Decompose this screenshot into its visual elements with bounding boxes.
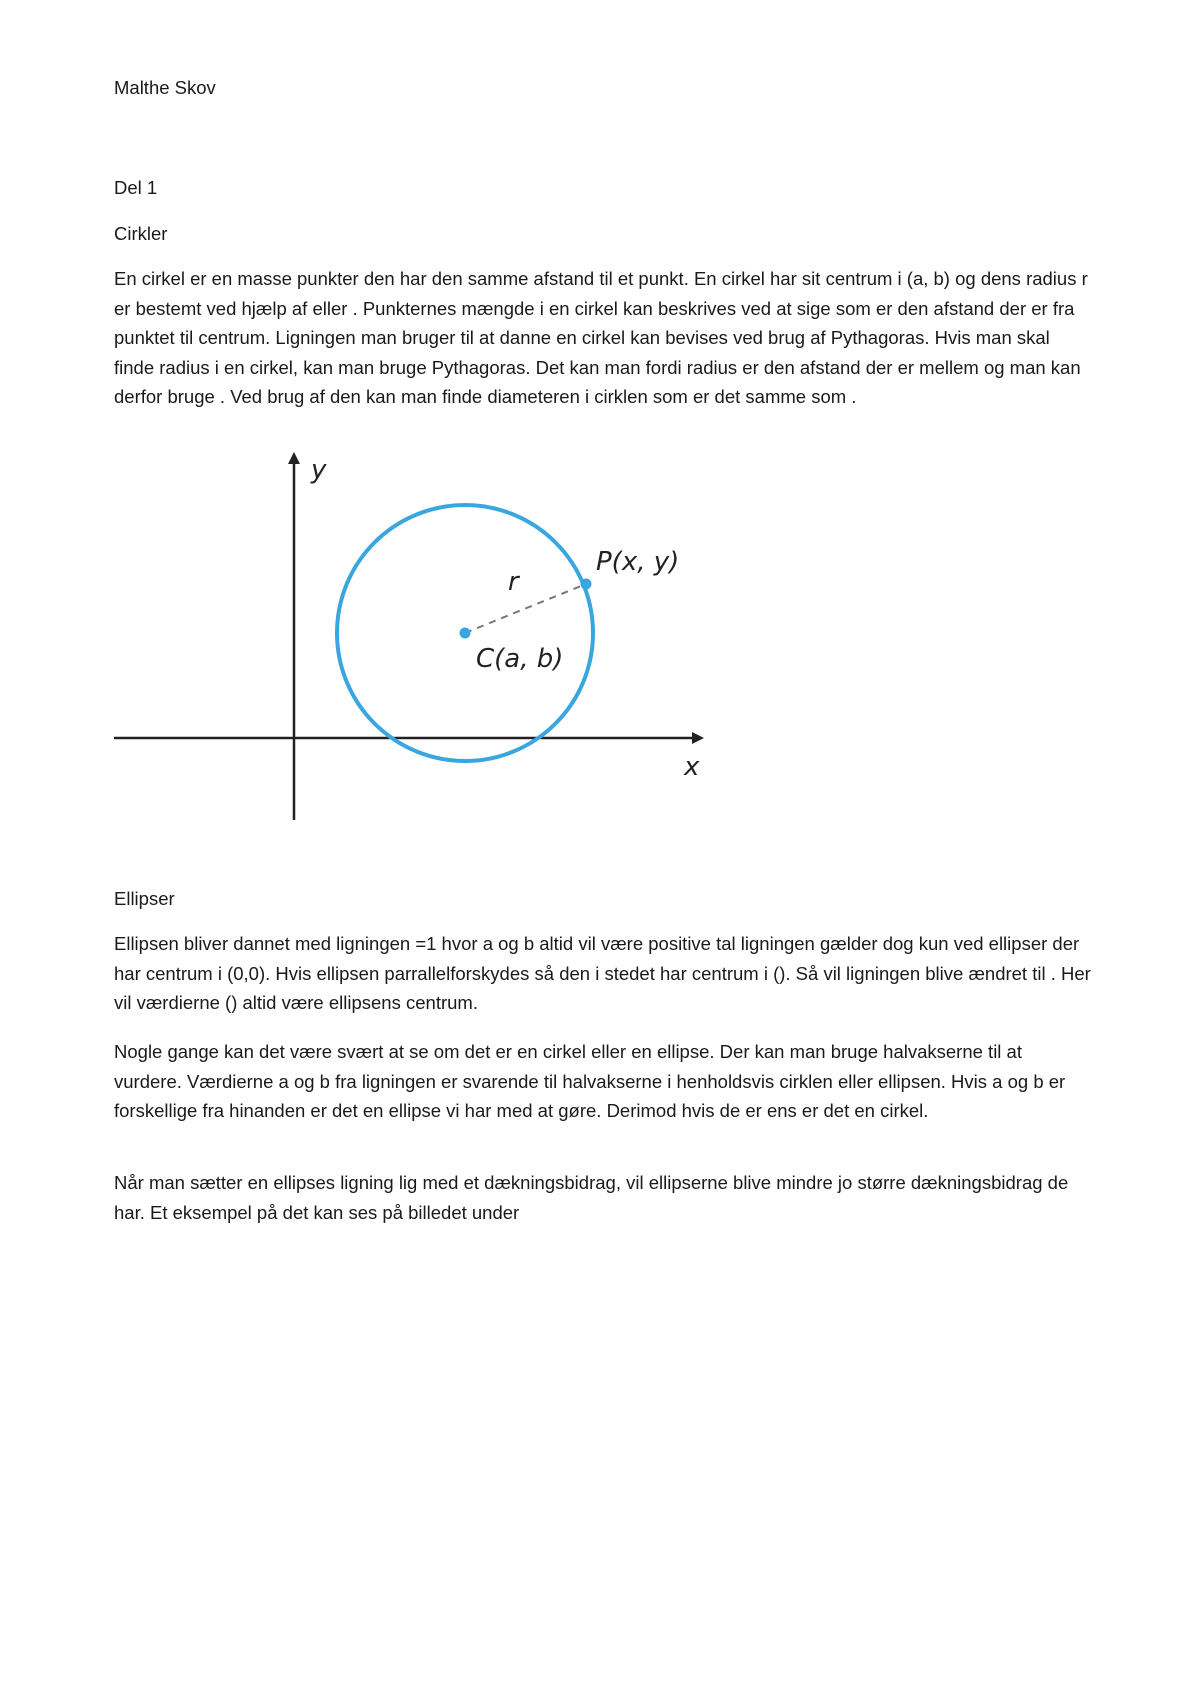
- author-name: Malthe Skov: [114, 77, 216, 98]
- ellipses-paragraph-2: Nogle gange kan det være svært at se om det er en cirkel eller en ellipse. Der kan man bruge halvakserne til at vurdere. Værdierne a og b fra ligningen er svarende til halvakserne i henholdsvis cirklen eller ellipsen. Hvis a og b er forskellige fra hinanden er det en ellipse vi har med at gøre. Derimod hvis de er ens er det en cirkel.: [114, 1041, 1066, 1121]
- center-point: [460, 628, 471, 639]
- radius-label: r: [508, 567, 519, 597]
- part-title: Del 1: [114, 177, 158, 198]
- ellipses-heading: Ellipser: [114, 888, 175, 909]
- circles-heading: Cirkler: [114, 223, 168, 244]
- center-label: C(a, b): [476, 644, 564, 674]
- ellipses-paragraph-3: Når man sætter en ellipses ligning lig med et dækningsbidrag, vil ellipserne blive mindre jo større dækningsbidrag de har. Et eksempel på det kan ses på billedet under: [114, 1172, 1069, 1223]
- circle-diagram: [108, 448, 708, 828]
- x-axis-label: x: [684, 752, 700, 782]
- circle-diagram-svg: [108, 448, 708, 828]
- ellipses-paragraph-1: Ellipsen bliver dannet med ligningen =1 hvor a og b altid vil være positive tal ligningen gælder dog kun ved ellipser der har centrum i (0,0). Hvis ellipsen parrallelforskydes så den i stedet har centrum i (). Så vil ligningen blive ændret til . Her vil værdierne () altid være ellipsens centrum.: [114, 933, 1091, 1013]
- y-axis-label: y: [311, 455, 327, 485]
- point-on-circle: [581, 579, 592, 590]
- point-label: P(x, y): [596, 547, 680, 577]
- radius-line: [465, 584, 586, 633]
- circles-paragraph: En cirkel er en masse punkter den har den samme afstand til et punkt. En cirkel har sit centrum i (a, b) og dens radius r er bestemt ved hjælp af eller . Punkternes mængde i en cirkel kan beskrives ved at sige som er den afstand der er fra punktet til centrum. Ligningen man bruger til at danne en cirkel kan bevises ved brug af Pythagoras. Hvis man skal finde radius i en cirkel, kan man bruge Pythagoras. Det kan man fordi radius er den afstand der er mellem og man kan derfor bruge . Ved brug af den kan man finde diameteren i cirklen som er det samme som .: [114, 268, 1088, 407]
